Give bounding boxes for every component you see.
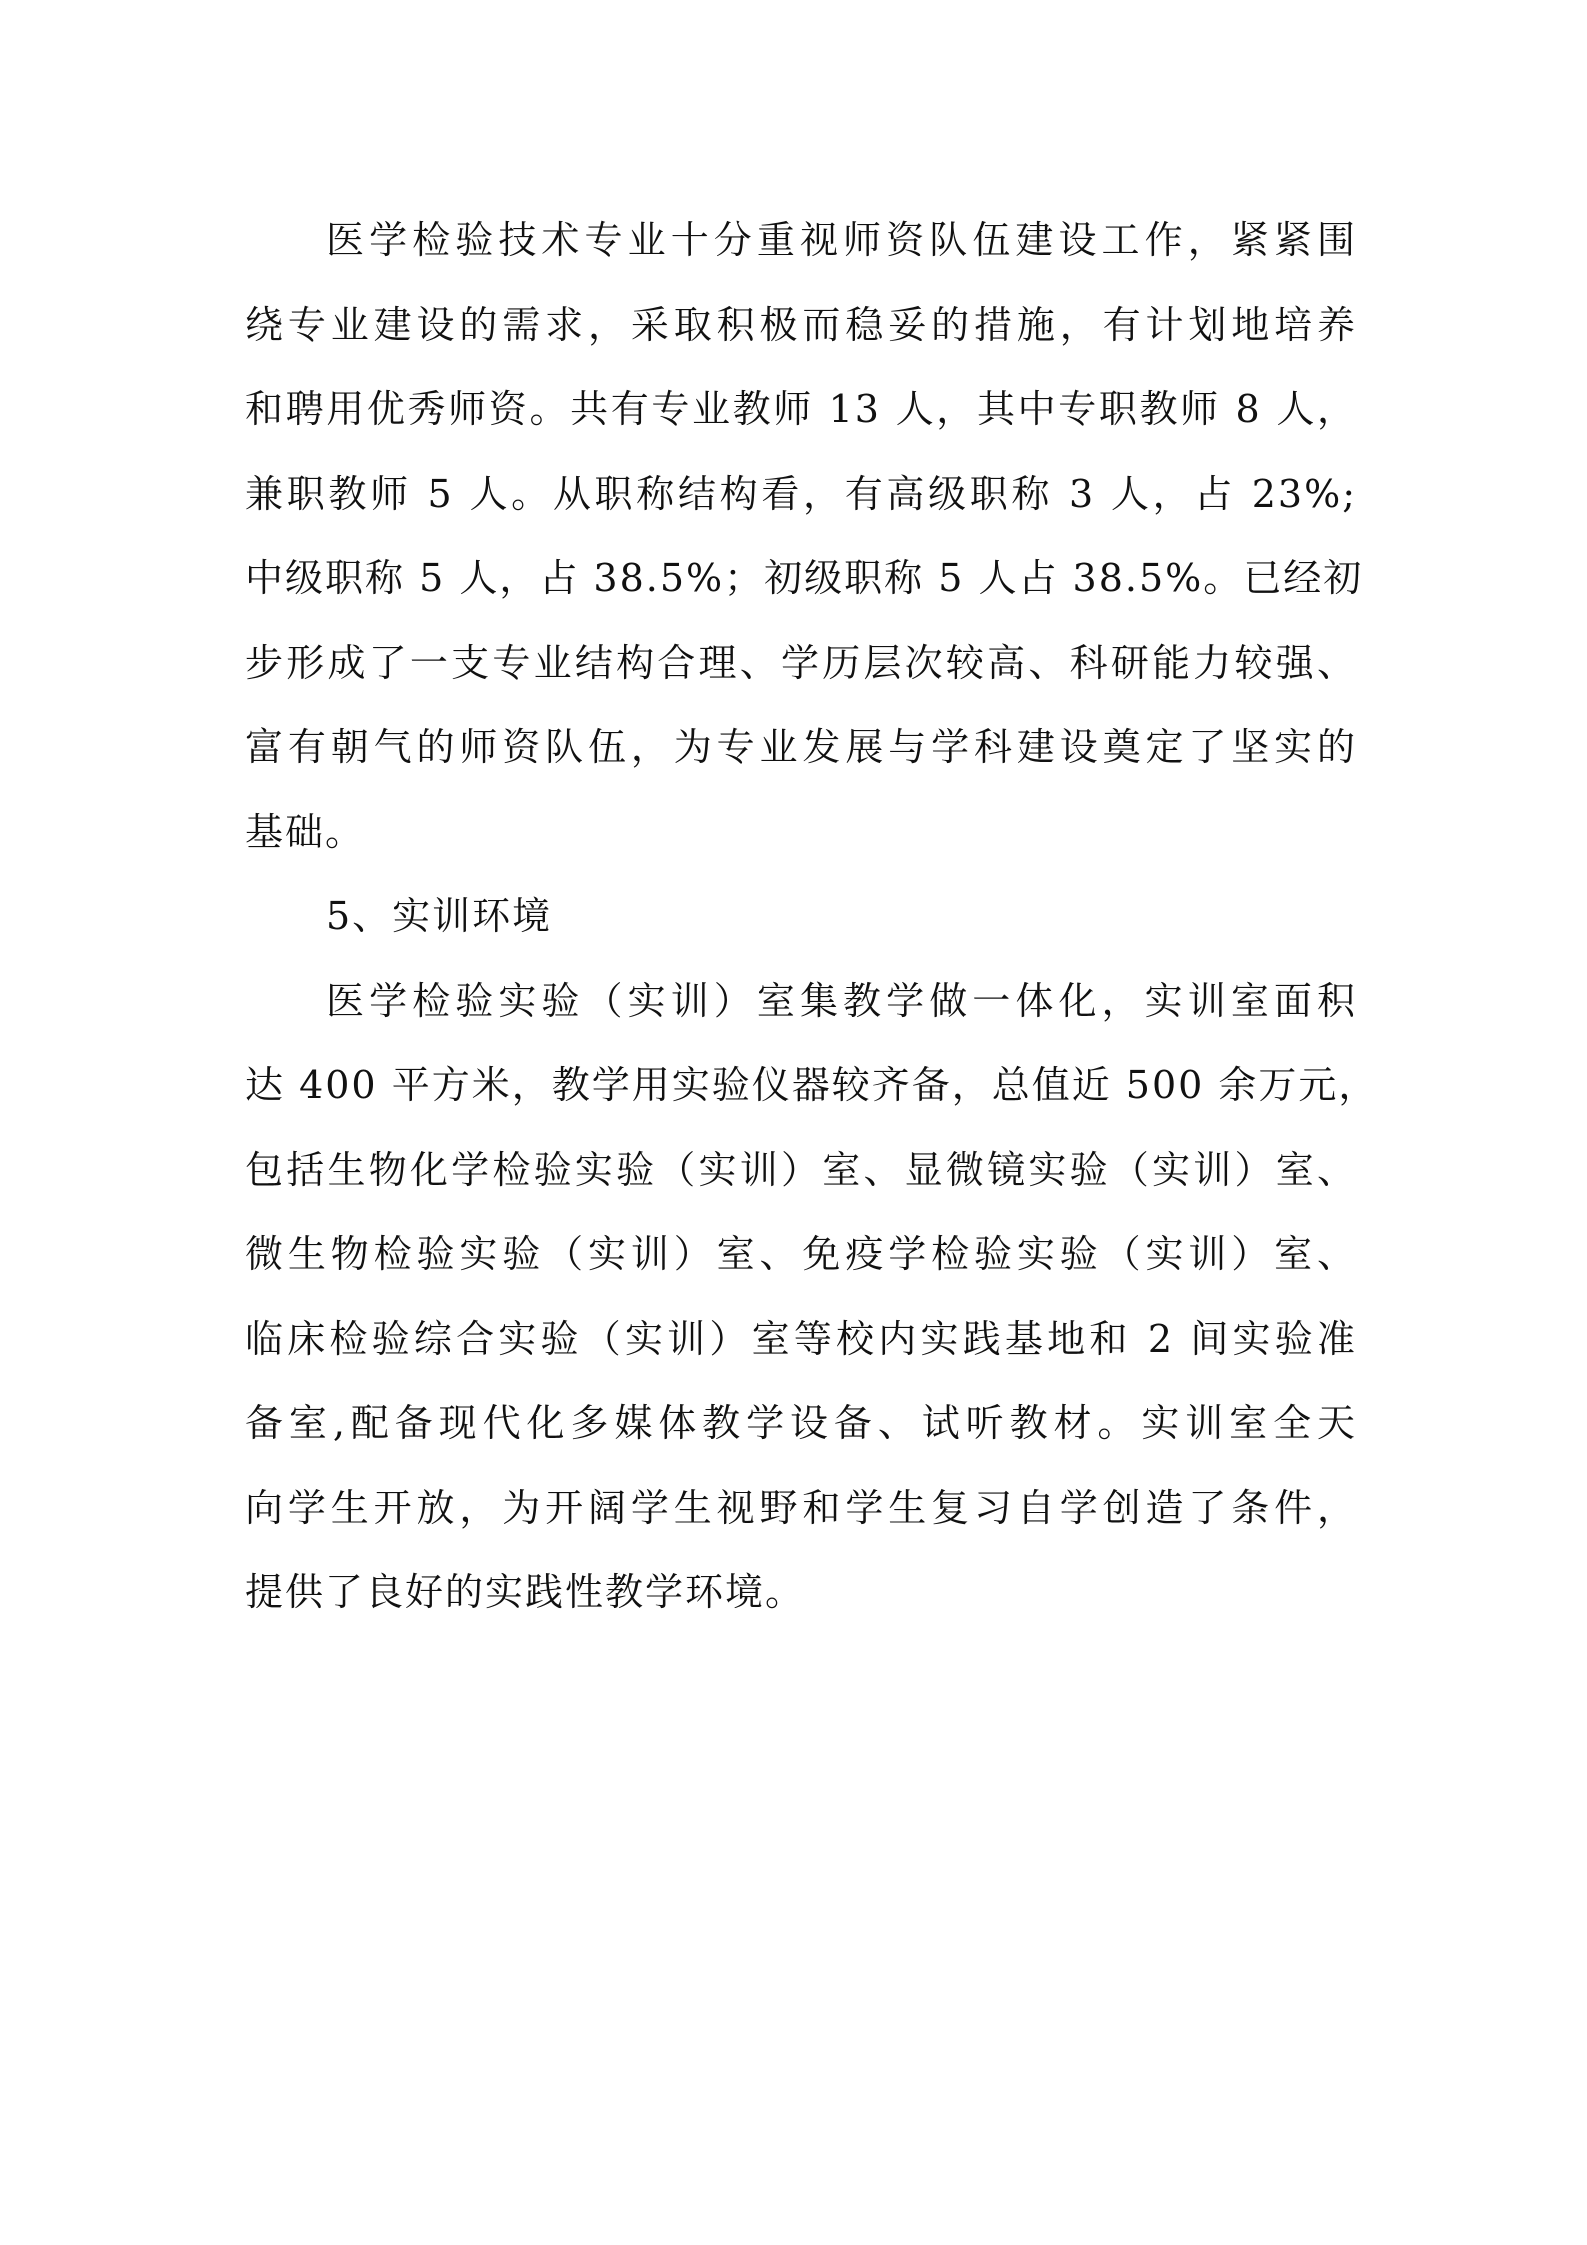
paragraph-line: 向学生开放，为开阔学生视野和学生复习自学创造了条件， bbox=[245, 1485, 1357, 1530]
document-body bbox=[245, 198, 1379, 1635]
paragraph-line: 包括生物化学检验实验（实训）室、显微镜实验（实训）室、 bbox=[245, 1147, 1357, 1192]
paragraph-line: 兼职教师 5 人。从职称结构看，有高级职称 3 人，占 23%; bbox=[245, 471, 1357, 516]
paragraph-line: 和聘用优秀师资。共有专业教师 13 人，其中专职教师 8 人， bbox=[245, 387, 1357, 431]
paragraph-line: 中级职称 5 人，占 38.5%；初级职称 5 人占 38.5%。已经初 bbox=[245, 556, 1364, 600]
paragraph-line: 医学检验实验（实训）室集教学做一体化，实训室面积 bbox=[326, 978, 1357, 1023]
paragraph-line: 备室,配备现代化多媒体教学设备、试听教材。实训室全天 bbox=[245, 1401, 1357, 1445]
paragraph-line: 绕专业建设的需求，采取积极而稳妥的措施，有计划地培养 bbox=[245, 302, 1357, 347]
paragraph-line: 医学检验技术专业十分重视师资队伍建设工作，紧紧围 bbox=[326, 218, 1357, 262]
paragraph-line: 步形成了一支专业结构合理、学历层次较高、科研能力较强、 bbox=[245, 640, 1357, 685]
paragraph-line: 基础。 bbox=[245, 809, 366, 854]
paragraph-training-environment bbox=[245, 959, 1379, 1635]
paragraph-teaching-staff bbox=[245, 198, 1364, 874]
paragraph-line: 提供了良好的实践性教学环境。 bbox=[245, 1570, 806, 1614]
paragraph-line: 微生物检验实验（实训）室、免疫学检验实验（实训）室、 bbox=[245, 1232, 1357, 1276]
section-heading: 5、实训环境 bbox=[326, 894, 553, 938]
paragraph-line: 达 400 平方米，教学用实验仪器较齐备，总值近 500 余万元， bbox=[245, 1063, 1379, 1107]
paragraph-line: 富有朝气的师资队伍，为专业发展与学科建设奠定了坚实的 bbox=[245, 725, 1357, 769]
paragraph-line: 临床检验综合实验（实训）室等校内实践基地和 2 间实验准 bbox=[245, 1316, 1357, 1361]
